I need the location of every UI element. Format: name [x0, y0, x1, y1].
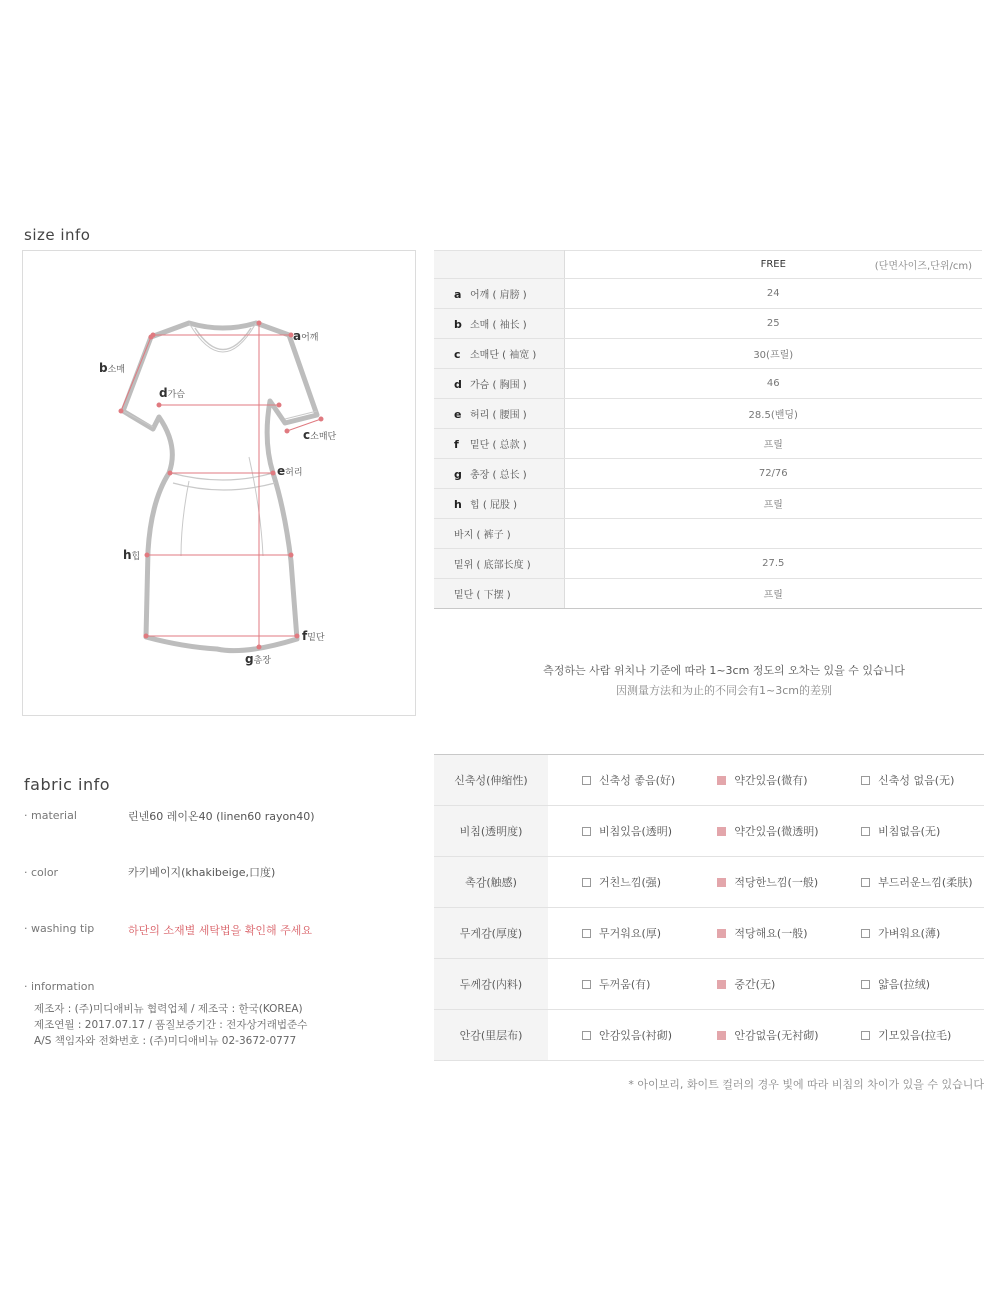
- fabric-option: [829, 1010, 984, 1061]
- fabric-option: [829, 755, 984, 806]
- size-row-letter: d: [454, 378, 462, 391]
- size-row: [434, 309, 982, 339]
- fabric-option: [685, 755, 829, 806]
- size-free-header: FREE: [760, 259, 786, 270]
- unit-note: (단면사이즈,단위/cm): [874, 261, 972, 272]
- fabric-option-label: 거친느낌(强): [599, 876, 662, 889]
- information-line: A/S 책임자와 전화번호 : (주)미디애비뉴 02-3672-0777: [34, 1035, 297, 1047]
- size-row-letter: e: [454, 408, 462, 421]
- checked-box-icon: [717, 827, 726, 836]
- fabric-option: [829, 806, 984, 857]
- size-row: [434, 339, 982, 369]
- size-row-value: 30(프릴): [564, 339, 982, 369]
- size-row-label: 총장 ( 总长 ): [470, 470, 527, 481]
- fabric-option-label: 중간(无): [734, 978, 776, 991]
- fabric-row-label: 무게감(厚度): [434, 908, 548, 959]
- size-row-label: 허리 ( 腰围 ): [470, 410, 527, 421]
- fabric-option: [548, 857, 685, 908]
- size-row-label: 어깨 ( 肩膀 ): [470, 290, 527, 301]
- fabric-row: [434, 755, 984, 806]
- checked-box-icon: [717, 878, 726, 887]
- size-row: [434, 369, 982, 399]
- measurement-note-cn: 因测量方法和为止的不同会有1~3cm的差别: [616, 684, 832, 697]
- fabric-option: [548, 1010, 685, 1061]
- fabric-option: [548, 908, 685, 959]
- size-table: [434, 250, 982, 609]
- fabric-option: [685, 959, 829, 1010]
- fabric-option: [685, 908, 829, 959]
- size-row-value: 프릴: [564, 579, 982, 609]
- size-row: [434, 399, 982, 429]
- checked-box-icon: [717, 1031, 726, 1040]
- label-d: d가슴: [159, 386, 185, 400]
- fabric-option-label: 약간있음(微有): [734, 774, 808, 787]
- unchecked-box-icon: [582, 980, 591, 989]
- label-h: h힙: [123, 548, 141, 562]
- fabric-option-label: 기모있음(拉毛): [878, 1029, 952, 1042]
- size-row-value: 프릴: [564, 429, 982, 459]
- fabric-option-label: 비침없음(无): [878, 825, 941, 838]
- unchecked-box-icon: [582, 1031, 591, 1040]
- washing-tip-value: 하단의 소재별 세탁법을 확인해 주세요: [128, 924, 313, 937]
- unchecked-box-icon: [861, 776, 870, 785]
- size-row-label: 밑위 ( 底部长度 ): [454, 560, 531, 571]
- information-line: 제조자 : (주)미디애비뉴 협력업체 / 제조국 : 한국(KOREA): [34, 1003, 303, 1015]
- size-row: [434, 279, 982, 309]
- label-e: e허리: [277, 464, 303, 478]
- fabric-row: [434, 908, 984, 959]
- material-value: 린넨60 레이온40 (linen60 rayon40): [128, 810, 315, 823]
- size-row-label: 가슴 ( 胸围 ): [470, 380, 527, 391]
- label-a: a어깨: [293, 329, 319, 343]
- fabric-row-label: 촉감(触感): [434, 857, 548, 908]
- fabric-option: [685, 857, 829, 908]
- fabric-row-label: 두께감(内料): [434, 959, 548, 1010]
- size-row: [434, 579, 982, 609]
- unchecked-box-icon: [861, 980, 870, 989]
- size-row-value: 27.5: [564, 549, 982, 579]
- washing-tip-label: · washing tip: [24, 922, 95, 935]
- color-value: 카키베이지(khakibeige,口度): [128, 866, 276, 879]
- size-info-title: size info: [24, 226, 91, 244]
- fabric-option: [548, 806, 685, 857]
- size-row-letter: a: [454, 288, 462, 301]
- size-row-value: 46: [564, 369, 982, 399]
- material-label: · material: [24, 809, 77, 822]
- fabric-option: [685, 1010, 829, 1061]
- fabric-option: [548, 959, 685, 1010]
- size-row-label: 바지 ( 裤子 ): [454, 530, 511, 541]
- size-row: [434, 429, 982, 459]
- size-row-label: 밑단 ( 总款 ): [470, 440, 527, 451]
- size-row-value: 프릴: [564, 489, 982, 519]
- fabric-info-title: fabric info: [24, 775, 111, 794]
- size-row: [434, 519, 982, 549]
- fabric-option: [548, 755, 685, 806]
- fabric-option-label: 부드러운느낌(柔肤): [878, 876, 973, 889]
- fabric-option: [685, 806, 829, 857]
- label-c: c소매단: [303, 428, 337, 442]
- fabric-row-label: 비침(透明度): [434, 806, 548, 857]
- size-row-value: 24: [564, 279, 982, 309]
- checked-box-icon: [717, 980, 726, 989]
- size-row: [434, 549, 982, 579]
- fabric-option-label: 적당해요(一般): [734, 927, 808, 940]
- fabric-row: [434, 1010, 984, 1061]
- size-row: [434, 489, 982, 519]
- unchecked-box-icon: [582, 776, 591, 785]
- fabric-row-label: 안감(里层布): [434, 1010, 548, 1061]
- size-row-letter: c: [454, 348, 461, 361]
- fabric-option-label: 적당한느낌(一般): [734, 876, 819, 889]
- unchecked-box-icon: [861, 878, 870, 887]
- information-line: 제조연월 : 2017.07.17 / 품질보증기간 : 전자상거래법준수: [34, 1019, 308, 1031]
- label-b: b소매: [99, 361, 125, 375]
- fabric-option-label: 안감없음(无衬砌): [734, 1029, 819, 1042]
- transparency-footnote: * 아이보리, 화이트 컬러의 경우 빛에 따라 비침의 차이가 있을 수 있습니다: [628, 1078, 984, 1091]
- size-row-letter: h: [454, 498, 462, 511]
- size-row-letter: f: [454, 438, 459, 451]
- label-g: g총장: [245, 652, 271, 666]
- fabric-row: [434, 857, 984, 908]
- size-row: [434, 459, 982, 489]
- dress-diagram: [22, 250, 416, 716]
- unchecked-box-icon: [861, 1031, 870, 1040]
- size-row-value: [564, 519, 982, 549]
- fabric-option-label: 약간있음(微透明): [734, 825, 819, 838]
- fabric-option-label: 얇음(拉绒): [878, 978, 930, 991]
- fabric-option-label: 무거워요(厚): [599, 927, 662, 940]
- fabric-option-label: 두꺼움(有): [599, 978, 651, 991]
- size-row-letter: b: [454, 318, 462, 331]
- dress-illustration: [23, 251, 417, 717]
- fabric-option-label: 비침있음(透明): [599, 825, 673, 838]
- unchecked-box-icon: [582, 929, 591, 938]
- fabric-option: [829, 908, 984, 959]
- label-f: f밑단: [302, 629, 325, 643]
- size-row-value: 25: [564, 309, 982, 339]
- fabric-option-label: 신축성 좋음(好): [599, 774, 676, 787]
- fabric-option: [829, 857, 984, 908]
- size-row-label: 소매단 ( 袖宽 ): [470, 350, 537, 361]
- fabric-row: [434, 806, 984, 857]
- color-label: · color: [24, 866, 59, 879]
- size-row-value: 28.5(밴딩): [564, 399, 982, 429]
- size-row-value: 72/76: [564, 459, 982, 489]
- checked-box-icon: [717, 776, 726, 785]
- fabric-option-label: 가벼워요(薄): [878, 927, 941, 940]
- size-table-header: [434, 251, 982, 279]
- unchecked-box-icon: [861, 929, 870, 938]
- size-row-label: 밑단 ( 下摆 ): [454, 590, 511, 601]
- fabric-row: [434, 959, 984, 1010]
- fabric-option-label: 안감있음(衬砌): [599, 1029, 673, 1042]
- size-row-label: 힙 ( 屁股 ): [470, 500, 517, 511]
- unchecked-box-icon: [582, 827, 591, 836]
- unchecked-box-icon: [582, 878, 591, 887]
- fabric-option: [829, 959, 984, 1010]
- fabric-option-label: 신축성 없음(无): [878, 774, 955, 787]
- size-row-label: 소매 ( 袖长 ): [470, 320, 527, 331]
- measurement-note-ko: 측정하는 사람 위치나 기준에 따라 1~3cm 정도의 오차는 있을 수 있습니다: [543, 664, 905, 677]
- size-row-letter: g: [454, 468, 462, 481]
- fabric-property-table: [434, 754, 984, 1061]
- fabric-row-label: 신축성(伸缩性): [434, 755, 548, 806]
- unchecked-box-icon: [861, 827, 870, 836]
- checked-box-icon: [717, 929, 726, 938]
- dress-outline: [123, 323, 317, 651]
- information-label: · information: [24, 980, 95, 993]
